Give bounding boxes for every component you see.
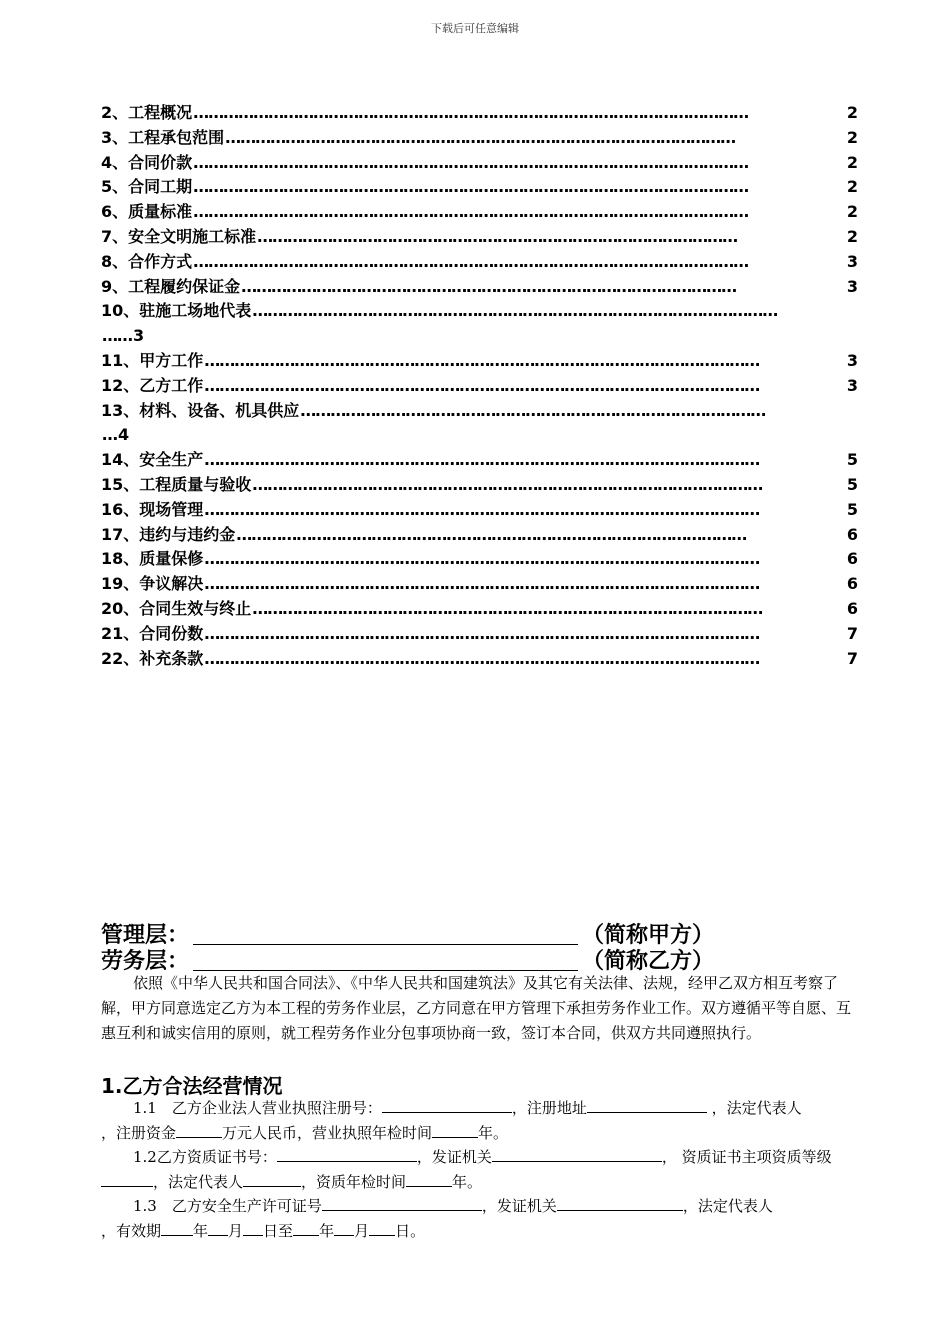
toc-entry-title: 7、安全文明施工标准: [101, 226, 257, 246]
toc-entry-title: 13、材料、设备、机具供应: [101, 400, 300, 420]
clause-1-3-text-i: 月: [354, 1221, 370, 1240]
toc-entry-title: 19、争议解决: [101, 574, 204, 594]
toc-page-number: 6: [846, 524, 858, 544]
end-month-blank: [334, 1221, 354, 1236]
party-a-suffix: （简称甲方）: [582, 923, 715, 948]
legal-rep-blank: [243, 1172, 301, 1187]
party-b-suffix: （简称乙方）: [582, 949, 715, 974]
toc-entry: [101, 523, 858, 548]
toc-leader-dots: …………………………………………………………………………………………: [236, 524, 747, 544]
clause-1-3-text-a: 1.3 乙方安全生产许可证号: [133, 1197, 322, 1215]
toc-leader-dots: …: [102, 425, 117, 445]
toc-entry-title: 8、合作方式: [101, 251, 193, 271]
clause-1-1-text-b: ，注册地址: [511, 1099, 587, 1117]
toc-entry-title: 3、工程承包范围: [101, 127, 225, 147]
qualification-grade-blank: [101, 1172, 153, 1187]
toc-page-number: 3: [846, 350, 858, 370]
toc-entry: [101, 126, 858, 151]
toc-entry-title: 21、合同份数: [101, 623, 204, 643]
toc-entry: [101, 225, 858, 250]
toc-leader-dots: …………………………………………………………………………………………………: [193, 202, 749, 222]
toc-entry: [101, 374, 858, 399]
toc-entry: [101, 647, 858, 672]
toc-entry: [101, 200, 858, 225]
toc-page-number: 3: [846, 375, 858, 395]
toc-page-number: 5: [846, 499, 858, 519]
toc-entry: [101, 349, 858, 374]
toc-entry-title: 11、甲方工作: [101, 350, 204, 370]
clause-1-3-text-b: ，发证机关: [481, 1197, 557, 1215]
toc-entry: [101, 250, 858, 275]
toc-entry: [101, 448, 858, 473]
toc-entry: [101, 275, 858, 300]
toc-entry-title: 10、驻施工场地代表: [101, 301, 252, 321]
toc-entry-title: 15、工程质量与验收: [101, 474, 252, 494]
toc-leader-dots: ……………………………………………………………………………………………: [252, 301, 778, 321]
toc-entry: [101, 399, 858, 424]
toc-entry-title: 6、质量标准: [101, 202, 193, 222]
toc-entry-title: 16、现场管理: [101, 499, 204, 519]
clause-1-2-text-c: ， 资质证书主项资质等级: [661, 1148, 832, 1166]
toc-page-number: 7: [846, 623, 858, 643]
qualification-check-blank: [406, 1172, 452, 1187]
toc-entry: [101, 547, 858, 572]
start-year-blank: [161, 1221, 193, 1236]
toc-page-number: 2: [846, 152, 858, 172]
toc-leader-dots: ……: [102, 326, 132, 346]
toc-entry-title: 17、违约与违约金: [101, 524, 236, 544]
clause-1-3-text-j: 日。: [395, 1221, 426, 1240]
toc-leader-dots: …………………………………………………………………………………………………: [204, 375, 760, 395]
toc-entry: [101, 498, 858, 523]
address-blank: [587, 1098, 707, 1113]
clause-1-3-text-d: ，有效期: [101, 1221, 162, 1240]
toc-leader-dots: …………………………………………………………………………………………………: [193, 103, 749, 122]
toc-leader-dots: ………………………………………………………………………………………: [241, 276, 737, 296]
toc-entry: [101, 473, 858, 498]
clause-1-2-text-e: ，资质年检时间: [301, 1172, 407, 1191]
qualification-number-blank: [277, 1147, 417, 1162]
toc-entry-title: 18、质量保修: [101, 549, 204, 569]
end-day-blank: [369, 1221, 395, 1236]
toc-entry-title: 9、工程履约保证金: [101, 276, 241, 296]
safety-authority-blank: [557, 1196, 683, 1211]
safety-license-blank: [322, 1196, 482, 1211]
toc-leader-dots: …………………………………………………………………………………………: [225, 127, 736, 147]
toc-entry: [101, 597, 858, 622]
clause-1-2-text-a: 1.2乙方资质证书号：: [133, 1148, 277, 1166]
clause-1-1-text-d: ，注册资金: [101, 1123, 177, 1142]
issuing-authority-blank: [492, 1147, 662, 1162]
party-b-blank: [193, 950, 578, 971]
toc-entry: [101, 423, 858, 448]
start-day-blank: [243, 1221, 263, 1236]
clause-1-1-text-a: 1.1 乙方企业法人营业执照注册号：: [133, 1099, 382, 1117]
clause-1-1-text-f: 年。: [478, 1123, 509, 1142]
toc-page-number: 6: [846, 549, 858, 569]
clause-1-1-text-c: ，法定代表人: [711, 1099, 802, 1117]
toc-entry: [101, 151, 858, 176]
preamble-paragraph: 依照《中华人民共和国合同法》、《中华人民共和国建筑法》及其它有关法律、法规，经甲乙双方相互考察了解，甲方同意选定乙方为本工程的劳务作业层，乙方同意在甲方管理下承担劳务作业工作。双方遵循平等自愿、互惠互利和诚实信用的原则，就工程劳务作业分包事项协商一致，签订本合同，供双方共同遵照执行。: [101, 974, 852, 1042]
clause-1-3-text-f: 月: [228, 1221, 244, 1240]
toc-entry-title: 5、合同工期: [101, 177, 193, 197]
toc-leader-dots: ……………………………………………………………………………………: [257, 226, 738, 246]
toc-page-number: 3: [846, 251, 858, 271]
toc-leader-dots: …………………………………………………………………………………………: [252, 474, 763, 494]
party-a-label: 管理层：: [101, 923, 190, 948]
toc-entry-title: 2、工程概况: [101, 103, 193, 122]
toc-page-number: 2: [846, 177, 858, 197]
toc-entry-title: 12、乙方工作: [101, 375, 204, 395]
toc-page-number: 5: [846, 474, 858, 494]
toc-page-number: 7: [846, 648, 858, 668]
clause-1-2: [101, 1145, 858, 1195]
party-a-blank: [193, 924, 578, 945]
toc-leader-dots: …………………………………………………………………………………………………: [204, 549, 760, 569]
toc-page-number: 2: [846, 202, 858, 222]
license-number-blank: [382, 1098, 512, 1113]
toc-page-number: 5: [846, 450, 858, 470]
clause-1-1-text-e: 万元人民币，营业执照年检时间: [222, 1123, 433, 1142]
toc-entry: [101, 299, 858, 324]
toc-page-number: 4: [118, 425, 130, 445]
toc-page-number: 6: [846, 598, 858, 618]
clause-1-3-text-c: ，法定代表人: [682, 1197, 773, 1215]
toc-leader-dots: …………………………………………………………………………………………………: [204, 499, 760, 519]
clause-1-1: [101, 1096, 858, 1146]
toc-entry: [101, 572, 858, 597]
toc-entry-title: 14、安全生产: [101, 450, 204, 470]
toc-leader-dots: …………………………………………………………………………………………………: [204, 648, 760, 668]
toc-page-number: 2: [846, 103, 858, 122]
toc-leader-dots: …………………………………………………………………………………………………: [193, 251, 749, 271]
toc-leader-dots: …………………………………………………………………………………………: [252, 598, 763, 618]
toc-page-number: 3: [846, 276, 858, 296]
end-year-blank: [293, 1221, 319, 1236]
capital-blank: [176, 1123, 222, 1138]
clause-1-2-text-d: ，法定代表人: [153, 1172, 244, 1191]
toc-page-number: 6: [846, 574, 858, 594]
clause-1-3: [101, 1194, 858, 1244]
toc-leader-dots: …………………………………………………………………………………………………: [204, 574, 760, 594]
clause-1-3-text-g: 日至: [263, 1221, 294, 1240]
clause-1-3-text-h: 年: [319, 1221, 335, 1240]
toc-leader-dots: …………………………………………………………………………………………………: [204, 350, 760, 370]
clause-1-2-text-b: ，发证机关: [416, 1148, 492, 1166]
toc-leader-dots: …………………………………………………………………………………………………: [193, 177, 749, 197]
toc-entry-title: 20、合同生效与终止: [101, 598, 252, 618]
page-header-note: 下载后可任意编辑: [431, 22, 519, 35]
toc-page-number: 2: [846, 127, 858, 147]
toc-page-number: 2: [846, 226, 858, 246]
toc-page-number: 3: [133, 326, 145, 346]
table-of-contents: [101, 101, 858, 671]
toc-entry: [101, 175, 858, 200]
toc-entry-title: 4、合同价款: [101, 152, 193, 172]
toc-entry: [101, 324, 858, 349]
annual-check-blank: [432, 1123, 478, 1138]
clause-1-3-text-e: 年: [193, 1221, 209, 1240]
start-month-blank: [208, 1221, 228, 1236]
party-b-label: 劳务层：: [101, 949, 190, 974]
clause-1-2-text-f: 年。: [452, 1172, 483, 1191]
section-1-title: 1.乙方合法经营情况: [101, 1074, 283, 1098]
toc-entry: [101, 622, 858, 647]
toc-entry: [101, 101, 858, 126]
toc-leader-dots: …………………………………………………………………………………………………: [193, 152, 749, 172]
toc-entry-title: 22、补充条款: [101, 648, 204, 668]
toc-leader-dots: …………………………………………………………………………………: [300, 400, 766, 420]
toc-leader-dots: …………………………………………………………………………………………………: [204, 450, 760, 470]
toc-leader-dots: …………………………………………………………………………………………………: [204, 623, 760, 643]
